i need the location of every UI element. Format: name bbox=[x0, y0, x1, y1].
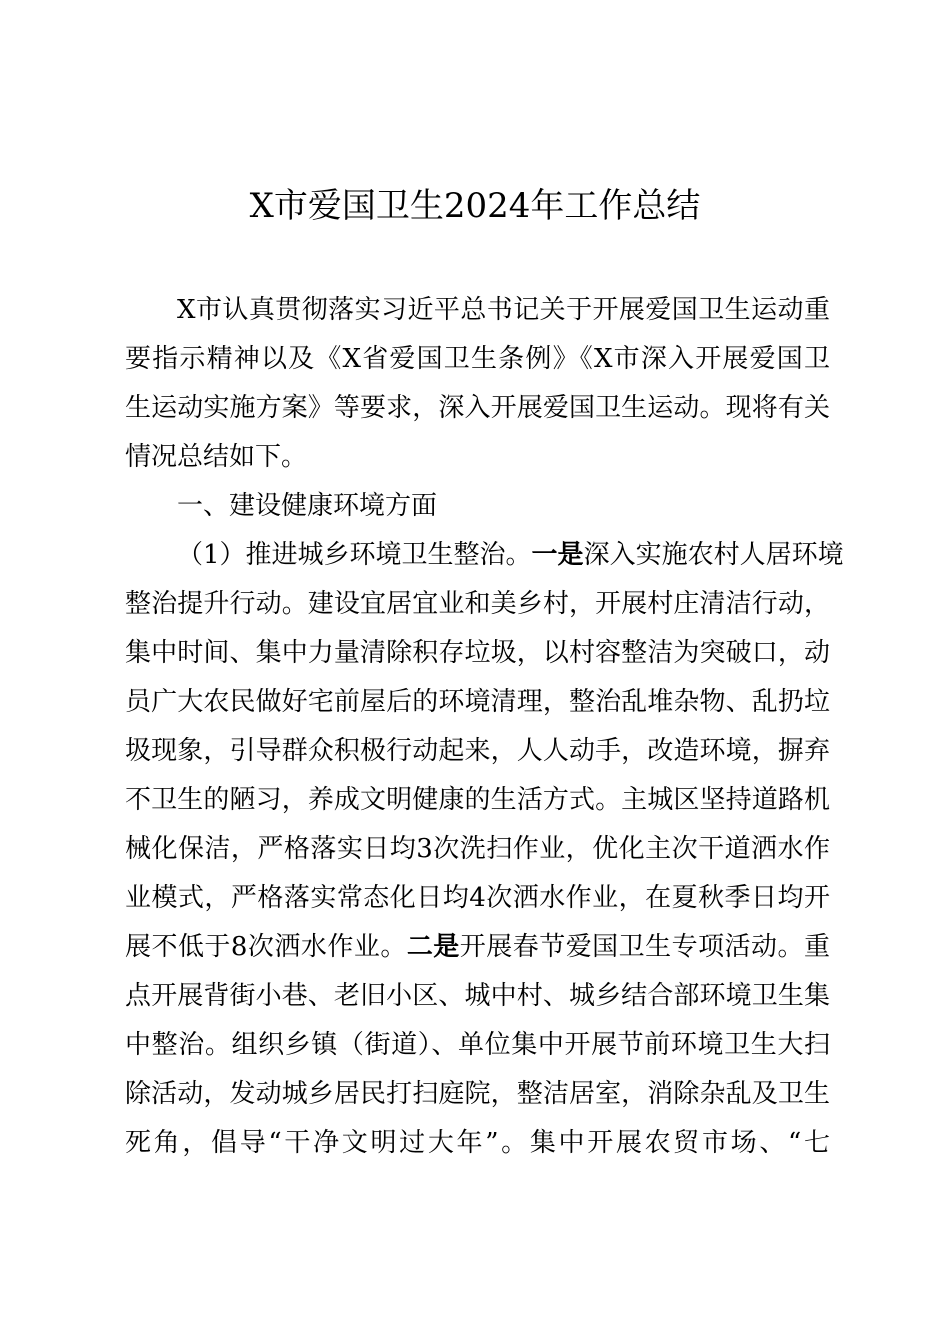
para-line-2: 整治提升行动。建设宜居宜业和美乡村，开展村庄清洁行动， bbox=[125, 589, 830, 619]
para-line-3: 集中时间、集中力量清除积存垃圾，以村容整洁为突破口，动 bbox=[125, 638, 830, 668]
document-title: X市爱国卫生2024年工作总结 bbox=[249, 186, 701, 226]
para-line-9-prefix: 展不低于8次洒水作业。 bbox=[125, 932, 407, 962]
para-line-6: 不卫生的陋习，养成文明健康的生活方式。主城区坚持道路机 bbox=[125, 785, 830, 815]
para-line-5: 圾现象，引导群众积极行动起来，人人动手，改造环境，摒弃 bbox=[125, 736, 830, 766]
intro-line-1: X市认真贯彻落实习近平总书记关于开展爱国卫生运动重 bbox=[177, 295, 830, 325]
para-line-13: 死角，倡导“干净文明过大年”。集中开展农贸市场、“七 bbox=[125, 1128, 830, 1158]
para-line-1-bold: 一是 bbox=[531, 540, 584, 570]
para-line-4: 员广大农民做好宅前屋后的环境清理，整治乱堆杂物、乱扔垃 bbox=[125, 687, 830, 717]
para-line-8: 业模式，严格落实常态化日均4次洒水作业，在夏秋季日均开 bbox=[125, 883, 830, 913]
intro-line-3: 生运动实施方案》等要求，深入开展爱国卫生运动。现将有关 bbox=[125, 393, 830, 423]
para-line-12: 除活动，发动城乡居民打扫庭院，整洁居室，消除杂乱及卫生 bbox=[125, 1079, 830, 1109]
para-line-1 bbox=[177, 535, 844, 575]
para-line-1-prefix: （1）推进城乡环境卫生整治。 bbox=[177, 540, 532, 570]
intro-line-4: 情况总结如下。 bbox=[125, 442, 308, 472]
para-line-9-bold: 二是 bbox=[406, 932, 460, 962]
para-line-10: 点开展背街小巷、老旧小区、城中村、城乡结合部环境卫生集 bbox=[125, 981, 830, 1011]
para-line-11: 中整治。组织乡镇（街道）、单位集中开展节前环境卫生大扫 bbox=[125, 1030, 830, 1060]
section-heading: 一、建设健康环境方面 bbox=[177, 491, 438, 521]
para-line-7: 械化保洁，严格落实日均3次洗扫作业，优化主次干道洒水作 bbox=[125, 834, 830, 864]
para-line-9-rest: 开展春节爱国卫生专项活动。重 bbox=[459, 932, 830, 962]
para-line-1-rest: 深入实施农村人居环境 bbox=[583, 540, 844, 570]
intro-line-2: 要指示精神以及《X省爱国卫生条例》《X市深入开展爱国卫 bbox=[125, 344, 830, 374]
para-line-9 bbox=[125, 927, 830, 967]
